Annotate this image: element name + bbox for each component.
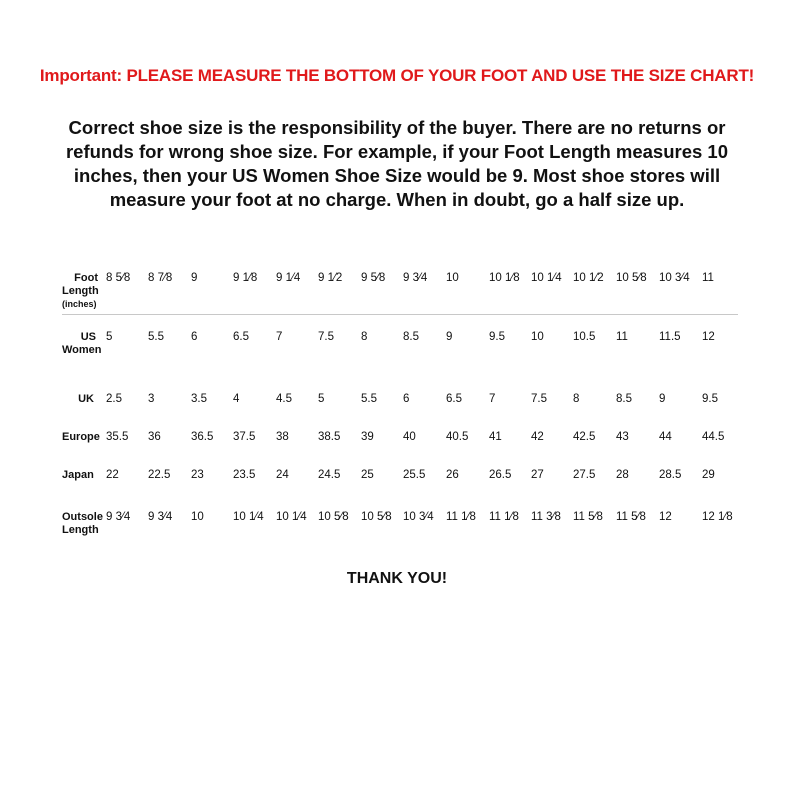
row-label-line: Outsole <box>62 511 103 523</box>
size-cell: 27.5 <box>573 469 596 481</box>
row-label-line: Foot <box>74 272 98 284</box>
size-cell: 11 1⁄8 <box>446 511 476 523</box>
size-cell: 28 <box>616 469 629 481</box>
size-cell: 7 <box>276 331 283 343</box>
size-cell: 3.5 <box>191 393 207 405</box>
row-label-line: Women <box>62 344 102 356</box>
size-cell: 9 <box>659 393 666 405</box>
size-cell: 9.5 <box>489 331 505 343</box>
size-cell: 38.5 <box>318 431 341 443</box>
size-cell: 22.5 <box>148 469 171 481</box>
size-cell: 25.5 <box>403 469 426 481</box>
size-cell: 10 1⁄8 <box>489 272 520 284</box>
size-cell: 36 <box>148 431 161 443</box>
size-cell: 11 <box>702 272 714 284</box>
size-cell: 24.5 <box>318 469 341 481</box>
thank-you-text: THANK YOU! <box>346 570 448 587</box>
size-cell: 23 <box>191 469 204 481</box>
size-cell: 10 5⁄8 <box>616 272 647 284</box>
size-cell: 4 <box>233 393 240 405</box>
size-cell: 40 <box>403 431 416 443</box>
size-cell: 9 3⁄4 <box>106 511 131 523</box>
size-row-japan <box>62 465 738 503</box>
size-cell: 9 3⁄4 <box>148 511 173 523</box>
row-label-line: (inches) <box>62 299 97 309</box>
size-cell: 10 <box>531 331 544 343</box>
size-cell: 11 3⁄8 <box>531 511 561 523</box>
row-label-europe: Europe <box>62 431 100 443</box>
size-cell: 22 <box>106 469 119 481</box>
size-cell: 11 5⁄8 <box>573 511 603 523</box>
size-cell: 9 1⁄4 <box>276 272 301 284</box>
size-cell: 10 5⁄8 <box>318 511 349 523</box>
size-cell: 5 <box>318 393 325 405</box>
size-cell: 7 <box>489 393 496 405</box>
size-cell: 10 1⁄4 <box>276 511 307 523</box>
return-policy-notice: Correct shoe size is the responsibility of the buyer. There are no returns or refunds for wrong shoe size. For example, if your Foot Length measures 10 inches, then your US Women Shoe Size would be 9. Most shoe stores will measure your foot at no charge. When in doubt, go a half size up. <box>65 117 729 210</box>
row-label-outsole-length <box>62 511 103 537</box>
size-cell: 24 <box>276 469 289 481</box>
size-cell: 12 1⁄8 <box>702 511 733 523</box>
size-cell: 11.5 <box>659 331 681 343</box>
size-cell: 9 1⁄8 <box>233 272 258 284</box>
row-label-uk: UK <box>78 393 94 405</box>
size-row-outsole-length <box>62 507 738 547</box>
size-cell: 10 3⁄4 <box>403 511 434 523</box>
size-cell: 7.5 <box>318 331 334 343</box>
size-cell: 23.5 <box>233 469 256 481</box>
size-cell: 9 <box>191 272 198 284</box>
size-cell: 25 <box>361 469 374 481</box>
size-cell: 42 <box>531 431 544 443</box>
size-cell: 10.5 <box>573 331 596 343</box>
row-label-line: Length <box>62 524 99 536</box>
size-cell: 8.5 <box>616 393 632 405</box>
size-cell: 8.5 <box>403 331 419 343</box>
size-cell: 43 <box>616 431 629 443</box>
size-cell: 7.5 <box>531 393 547 405</box>
size-cell: 35.5 <box>106 431 129 443</box>
size-cell: 8 <box>573 393 580 405</box>
size-cell: 9 <box>446 331 453 343</box>
size-cell: 37.5 <box>233 431 256 443</box>
size-cell: 5.5 <box>148 331 164 343</box>
size-cell: 11 5⁄8 <box>616 511 646 523</box>
important-warning: Important: PLEASE MEASURE THE BOTTOM OF YOUR FOOT AND USE THE SIZE CHART! <box>39 66 755 85</box>
size-cell: 10 1⁄2 <box>573 272 604 284</box>
row-label-japan: Japan <box>62 469 94 481</box>
size-cell: 27 <box>531 469 544 481</box>
size-cell: 26.5 <box>489 469 512 481</box>
size-cell: 5.5 <box>361 393 377 405</box>
row-label-line: Length <box>62 285 99 297</box>
row-label-us-women <box>62 331 102 357</box>
size-row-us-women <box>62 327 738 389</box>
size-cell: 8 7⁄8 <box>148 272 173 284</box>
size-chart <box>62 268 738 547</box>
size-cell: 39 <box>361 431 374 443</box>
size-cell: 26 <box>446 469 459 481</box>
size-cell: 6 <box>191 331 198 343</box>
size-cell: 10 <box>191 511 204 523</box>
size-cell: 44.5 <box>702 431 725 443</box>
size-cell: 10 5⁄8 <box>361 511 392 523</box>
size-cell: 10 1⁄4 <box>233 511 264 523</box>
size-cell: 3 <box>148 393 155 405</box>
size-cell: 42.5 <box>573 431 596 443</box>
size-cell: 2.5 <box>106 393 122 405</box>
size-cell: 12 <box>702 331 715 343</box>
size-cell: 6 <box>403 393 410 405</box>
size-cell: 4.5 <box>276 393 292 405</box>
size-cell: 5 <box>106 331 113 343</box>
size-cell: 9 1⁄2 <box>318 272 343 284</box>
size-cell: 9 3⁄4 <box>403 272 428 284</box>
size-cell: 8 <box>361 331 368 343</box>
size-cell: 29 <box>702 469 715 481</box>
size-row-uk <box>62 389 738 427</box>
size-cell: 41 <box>489 431 502 443</box>
size-cell: 9 5⁄8 <box>361 272 386 284</box>
size-cell: 11 1⁄8 <box>489 511 519 523</box>
size-cell: 28.5 <box>659 469 682 481</box>
size-cell: 40.5 <box>446 431 469 443</box>
size-cell: 36.5 <box>191 431 214 443</box>
size-cell: 10 <box>446 272 459 284</box>
size-cell: 10 3⁄4 <box>659 272 690 284</box>
size-cell: 12 <box>659 511 672 523</box>
size-row-foot-length <box>62 268 738 315</box>
row-label-line: US <box>80 331 96 343</box>
size-cell: 10 1⁄4 <box>531 272 562 284</box>
row-label-foot-length <box>62 272 98 311</box>
size-cell: 6.5 <box>233 331 249 343</box>
size-row-europe <box>62 427 738 465</box>
size-cell: 38 <box>276 431 289 443</box>
size-cell: 9.5 <box>702 393 718 405</box>
size-cell: 44 <box>659 431 672 443</box>
size-cell: 6.5 <box>446 393 462 405</box>
size-cell: 8 5⁄8 <box>106 272 131 284</box>
size-cell: 11 <box>616 331 628 343</box>
